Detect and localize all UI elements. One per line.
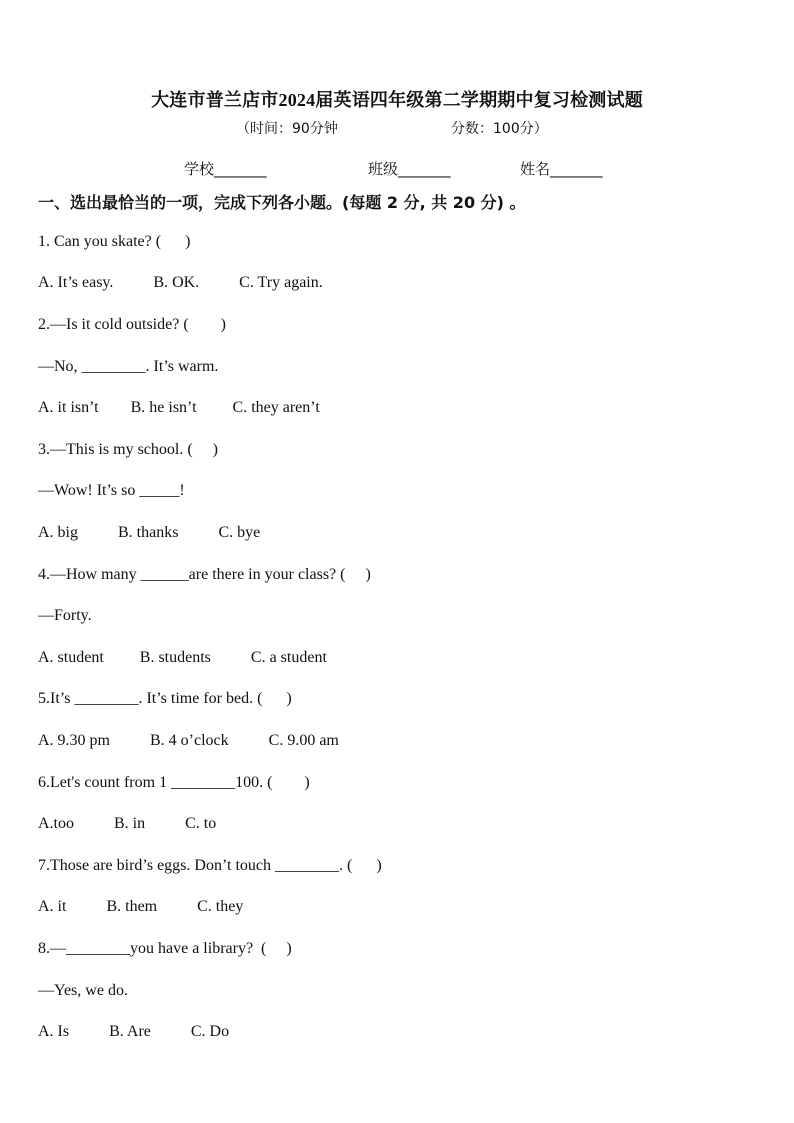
question-2-answer: —No, ________. It’s warm.: [38, 358, 219, 375]
question-5-stem: 5.It’s ________. It’s time for bed. ( ): [38, 690, 292, 707]
question-8-options: A. Is B. Are C. Do: [38, 1023, 230, 1040]
question-2-stem: 2.—Is it cold outside? ( ): [38, 316, 226, 333]
question-4-answer: —Forty.: [38, 607, 92, 624]
question-7-options: A. it B. them C. they: [38, 898, 244, 915]
question-3-options: A. big B. thanks C. bye: [38, 524, 261, 541]
class-field: 班级_______: [368, 160, 451, 178]
question-8-answer: —Yes, we do.: [38, 982, 128, 999]
question-8-stem: 8.—________you have a library? ( ): [38, 940, 292, 957]
school-field: 学校_______: [184, 160, 267, 178]
question-1-options: A. It’s easy. B. OK. C. Try again.: [38, 274, 323, 291]
question-3-answer: —Wow! It’s so _____!: [38, 482, 185, 499]
question-5-options: A. 9.30 pm B. 4 o’clock C. 9.00 am: [38, 732, 339, 749]
question-4-options: A. student B. students C. a student: [38, 649, 327, 666]
exam-title: 大连市普兰店市2024届英语四年级第二学期期中复习检测试题: [151, 90, 643, 110]
time-label: （时间：90分钟: [236, 121, 338, 137]
question-1-stem: 1. Can you skate? ( ): [38, 233, 191, 250]
name-field: 姓名_______: [520, 160, 603, 178]
question-2-options: A. it isn’t B. he isn’t C. they aren’t: [38, 399, 320, 416]
question-4-stem: 4.—How many ______are there in your class? ( ): [38, 566, 371, 583]
question-3-stem: 3.—This is my school. ( ): [38, 441, 218, 458]
score-label: 分数：100分）: [451, 121, 548, 137]
section-heading: 一、选出最恰当的一项，完成下列各小题。(每题 2 分, 共 20 分) 。: [38, 193, 526, 212]
question-6-stem: 6.Let's count from 1 ________100. ( ): [38, 774, 310, 791]
question-6-options: A.too B. in C. to: [38, 815, 217, 832]
question-7-stem: 7.Those are bird’s eggs. Don’t touch ________. ( ): [38, 857, 382, 874]
